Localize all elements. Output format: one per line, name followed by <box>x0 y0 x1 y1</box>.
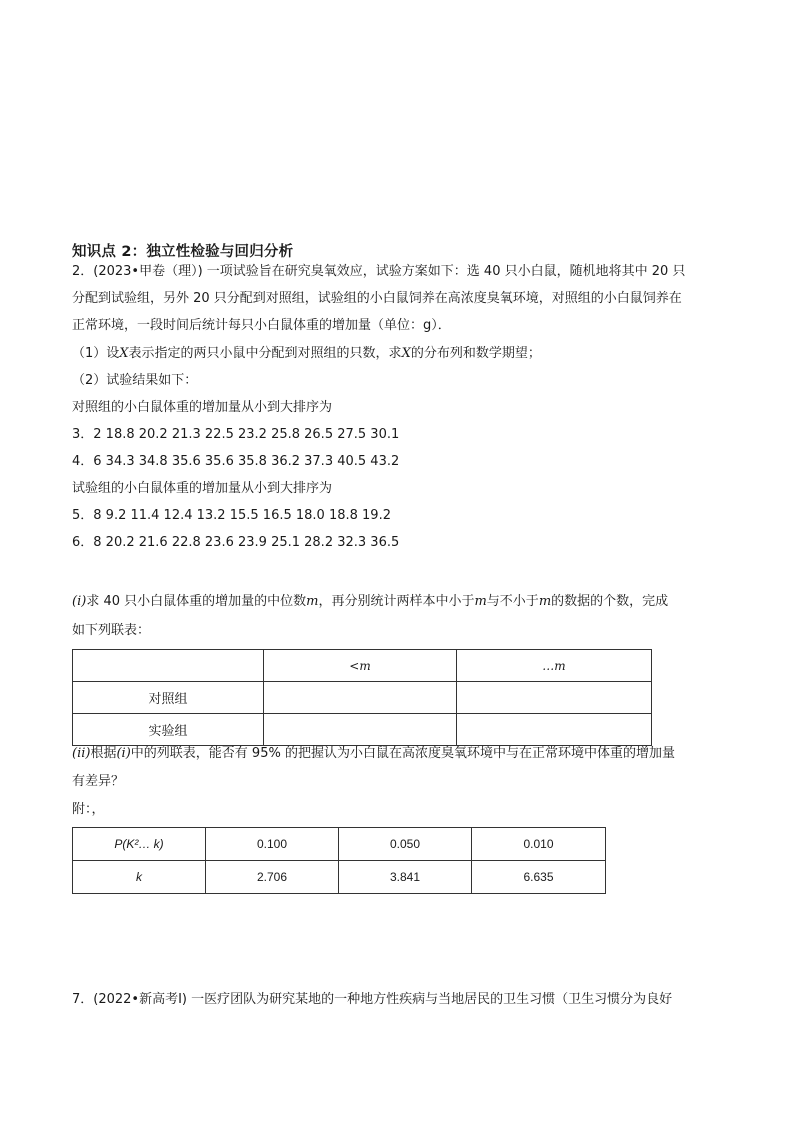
table-cell-empty <box>264 682 457 714</box>
question-1-middle: 表示指定的两只小鼠中分配到对照组的只数，求 <box>128 346 402 361</box>
sub-question-i-text-b: ，再分别统计两样本中小于 <box>318 594 475 609</box>
control-data-row-1: 3．2 18.8 20.2 21.3 22.5 23.2 25.8 26.5 27.5 30.1 <box>72 427 400 442</box>
sub-question-i-line-2: 如下列联表： <box>72 623 151 638</box>
table-cell: 0.100 <box>206 828 339 861</box>
sub-question-ii <box>72 740 675 767</box>
sub-question-i-marker: (i) <box>72 594 87 609</box>
sub-question-ii-marker: (ii) <box>72 746 91 761</box>
test-data-row-2: 6．8 20.2 21.6 22.8 23.6 23.9 25.1 28.2 32.3 36.5 <box>72 535 400 550</box>
table-cell: 0.010 <box>472 828 606 861</box>
table-row <box>73 650 652 682</box>
problem-2-line-1: 2．(2023•甲卷（理）) 一项试验旨在研究臭氧效应，试验方案如下：选 40 只小白鼠，随机地将其中 20 只 <box>72 264 686 279</box>
test-group-label: 试验组的小白鼠体重的增加量从小到大排序为 <box>72 481 333 496</box>
critical-value-table <box>72 827 606 894</box>
variable-m: m <box>474 594 487 609</box>
variable-x: X <box>401 346 411 361</box>
sub-question-i-text-c: 与不小于 <box>486 594 539 609</box>
row-label-k: k <box>73 861 206 894</box>
variable-m: m <box>538 594 552 609</box>
contingency-table <box>72 649 652 746</box>
appendix-label: 附：， <box>72 802 105 817</box>
question-2: （2）试验结果如下： <box>72 373 198 388</box>
table-cell: 3.841 <box>339 861 472 894</box>
table-cell: 2.706 <box>206 861 339 894</box>
variable-x: X <box>119 346 129 361</box>
question-1 <box>72 340 541 367</box>
variable-m: m <box>306 594 319 609</box>
question-1-suffix: 的分布列和数学期望； <box>410 346 541 361</box>
column-header-not-less-than-m: …m <box>457 650 652 682</box>
control-group-label: 对照组的小白鼠体重的增加量从小到大排序为 <box>72 400 333 415</box>
sub-question-i-text-a: 求 40 只小白鼠体重的增加量的中位数 <box>86 594 307 609</box>
table-row <box>73 828 606 861</box>
sub-question-ii-text-a: 根据 <box>90 746 117 761</box>
table-cell-empty <box>73 650 264 682</box>
table-cell: 0.050 <box>339 828 472 861</box>
table-row <box>73 861 606 894</box>
table-cell: 6.635 <box>472 861 606 894</box>
question-1-prefix: （1）设 <box>72 346 120 361</box>
control-data-row-2: 4．6 34.3 34.8 35.6 35.6 35.8 36.2 37.3 40.5 43.2 <box>72 454 400 469</box>
row-header-test-group: 实验组 <box>73 714 264 746</box>
row-header-control-group: 对照组 <box>73 682 264 714</box>
problem-2-line-3: 正常环境，一段时间后统计每只小白鼠体重的增加量（单位：g）． <box>72 318 451 333</box>
row-label-probability: P(K²… k) <box>73 828 206 861</box>
problem-7-line-1: 7．(2022•新高考Ⅰ) 一医疗团队为研究某地的一种地方性疾病与当地居民的卫生习惯（卫生习惯分为良好 <box>72 992 673 1007</box>
table-row <box>73 682 652 714</box>
problem-2-line-2: 分配到试验组，另外 20 只分配到对照组，试验组的小白鼠饲养在高浓度臭氧环境，对照组的小白鼠饲养在 <box>72 291 682 306</box>
test-data-row-1: 5．8 9.2 11.4 12.4 13.2 15.5 16.5 18.0 18.8 19.2 <box>72 508 391 523</box>
column-header-less-than-m: <m <box>264 650 457 682</box>
section-heading: 知识点 2：独立性检验与回归分析 <box>72 244 294 260</box>
sub-question-i-text-d: 的数据的个数，完成 <box>551 594 669 609</box>
table-cell-empty <box>457 682 652 714</box>
sub-question-ii-text-b: 中的列联表，能否有 95% 的把握认为小白鼠在高浓度臭氧环境中与在正常环境中体重的增加量 <box>130 746 675 761</box>
sub-question-ii-reference: (i) <box>116 746 131 761</box>
sub-question-ii-line-2: 有差异？ <box>72 774 125 789</box>
sub-question-i <box>72 588 668 615</box>
